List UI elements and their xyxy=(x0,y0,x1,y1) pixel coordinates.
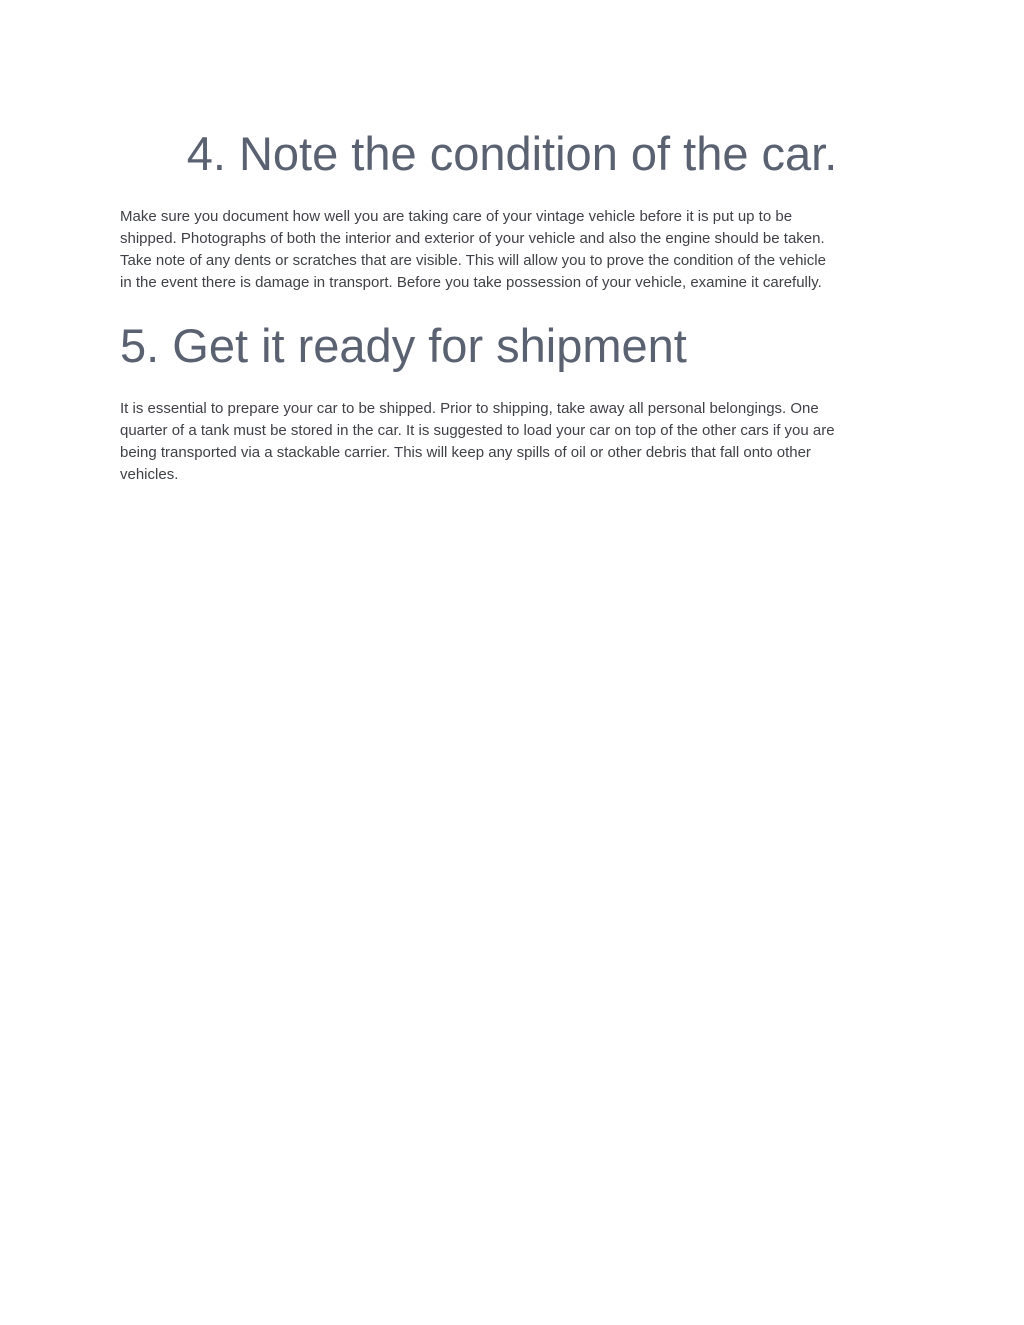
section-5-heading: 5. Get it ready for shipment xyxy=(120,319,687,372)
paragraph-line: shipped. Photographs of both the interior and exterior of your vehicle and also the engine should be taken. xyxy=(120,230,825,247)
section-4-heading: 4. Note the condition of the car. xyxy=(186,127,838,180)
section-5-paragraph xyxy=(120,398,920,486)
section-4-paragraph xyxy=(120,206,920,294)
paragraph-line: being transported via a stackable carrier. This will keep any spills of oil or other debris that fall onto other xyxy=(120,444,811,461)
paragraph-line: vehicles. xyxy=(120,466,179,483)
paragraph-line: in the event there is damage in transport. Before you take possession of your vehicle, examine it carefully. xyxy=(120,274,822,291)
paragraph-line: Make sure you document how well you are taking care of your vintage vehicle before it is put up to be xyxy=(120,208,793,225)
paragraph-line: It is essential to prepare your car to be shipped. Prior to shipping, take away all personal belongings. One xyxy=(120,400,819,417)
paragraph-line: Take note of any dents or scratches that are visible. This will allow you to prove the condition of the vehicle xyxy=(120,252,826,269)
paragraph-line: quarter of a tank must be stored in the car. It is suggested to load your car on top of the other cars if you are xyxy=(120,422,835,439)
